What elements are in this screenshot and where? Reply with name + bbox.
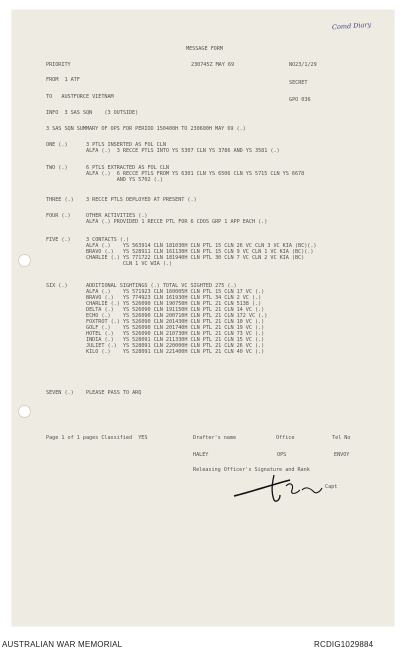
drafter-label: Drafter's name [193, 435, 237, 441]
section-label: FOUR (.) [46, 213, 71, 219]
punch-hole [18, 405, 31, 418]
priority: PRIORITY [46, 62, 71, 68]
reference-number: NO23/1/29 [289, 62, 317, 68]
handwritten-annotation: Comd Diary [331, 20, 372, 32]
officer-rank: Capt [325, 484, 338, 490]
gpo-number: GPO 036 [289, 97, 311, 103]
office-label: Office [276, 435, 295, 441]
date-time-group: 230745Z MAY 69 [191, 62, 235, 68]
section-text: 3 CONTACTS (.) ALFA (.) YS 563914 CLN 181030H CLN PTL 15 CLN 26 VC CLN 3 VC KIA (BC)(.) BRAVO (.) YS 528911 CLN 161130H CLN PTL 15 CLN 9 VC CLN 1 VC KIA (BC)(.) CHARLIE (.) YS 771722 CLN 181940H CLN PTL 30 CLN 7 VC CLN 2 VC KIA (BC) CLN 1 VC WIA (.) [86, 237, 317, 267]
section-label: TWO (.) [46, 165, 68, 171]
punch-hole [18, 254, 31, 267]
page-classified-line: Page 1 of 1 pages Classified YES [46, 435, 148, 441]
info-line: INFO 3 SAS SQN (3 OUTSIDE) [46, 110, 139, 116]
drafter-name: HALEY [193, 452, 209, 458]
summary-line: 3 SAS SQN SUMMARY OF OPS FOR PERIOD 150400H TO 230600H MAY 69 (.) [46, 126, 246, 132]
form-title: MESSAGE FORM [186, 46, 223, 52]
section-label: SEVEN (.) [46, 390, 74, 396]
tel-label: Tel No [332, 435, 351, 441]
section-label: THREE (.) [46, 197, 74, 203]
from-line: FROM 1 ATF [46, 77, 80, 83]
classification: SECRET [289, 80, 308, 86]
section-label: ONE (.) [46, 142, 68, 148]
section-label: SIX (.) [46, 283, 68, 289]
section-label: FIVE (.) [46, 237, 71, 243]
section-text: OTHER ACTIVITIES (.) ALFA (.) PROVIDED 1 RECCE PTL FOR 6 CDOS GRP 1 APP EACH (.) [86, 213, 268, 225]
section-text: 6 PTLS EXTRACTED AS FOL CLN ALFA (.) 6 RECCE PTLS FROM YS 6301 CLN YS 6506 CLN YS 5715 CLN YS 6678 AND YS 5702 (.) [86, 165, 305, 183]
releasing-officer-label: Releasing Officer's Signature and Rank [193, 467, 310, 473]
section-text: ADDITIONAL SIGHTINGS (.) TOTAL VC SIGHTED 275 (.) ALFA (.) YS 571923 CLN 160005H CLN PTL 15 CLN 17 VC (.) BRAVO (.) YS 774923 CLN 161930H CLN PTL 34 CLN 2 VC (.) CHARLIE (.) YS 526090 CLN 190750H CLN PTL 21 CLN 5138 (.) DELTA (.) YS 526090 CLN 191150H CLN PTL 21 CLN 14 VC (.) ECHO (.) YS 526090 CLN 200710H CLN PTL 21 CLN 172 VC (.) FOXTROT (.) YS 526090 CLN 201430H CLN PTL 21 CLN 10 VC (.) GOLF (.) YS 526090 CLN 201740H CLN PTL 21 CLN 19 VC (.) HOTEL (.) YS 526090 CLN 210730H CLN PTL 21 CLN 73 VC (.) INDIA (.) YS 528091 CLN 211330H CLN PTL 21 CLN 15 VC (.) JULIET (.) YS 528091 CLN 220000H CLN PTL 21 CLN 26 VC (.) KILO (.) YS 528091 CLN 221400H CLN PTL 21 CLN 40 VC (.) [86, 283, 268, 355]
archive-credit: AUSTRALIAN WAR MEMORIAL [2, 640, 123, 649]
office-value: OPS [277, 452, 287, 458]
section-text: PLEASE PASS TO ARQ [86, 390, 142, 396]
tel-value: ENVOY [334, 452, 350, 458]
section-text: 3 PTLS INSERTED AS FOL CLN ALFA (.) 3 RECCE PTLS INTO YS 5307 CLN YS 3786 AND YS 3581 (.) [86, 142, 280, 154]
handwritten-signature [228, 470, 328, 504]
to-line: TO AUSTFORCE VIETNAM [46, 94, 114, 100]
archive-id: RCDIG1029884 [314, 640, 374, 649]
section-text: 3 RECCE PTLS DEPLOYED AT PRESENT (.) [86, 197, 197, 203]
